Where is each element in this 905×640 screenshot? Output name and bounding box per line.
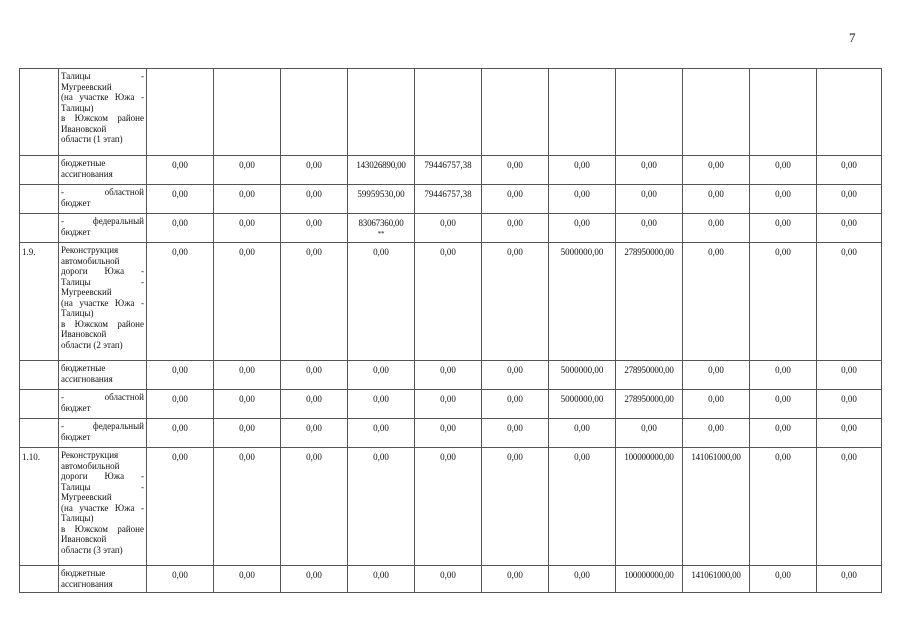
description-word: Южском (74, 318, 108, 329)
amount-cell: 0,00 (549, 156, 616, 185)
description-line: бюджет (61, 226, 91, 237)
description-line (61, 503, 144, 514)
description-word: - (141, 71, 144, 81)
table-row (20, 419, 882, 448)
amount-cell: 0,00 (147, 156, 214, 185)
amount-cell: 0,00 (616, 214, 683, 243)
description-cell (59, 448, 147, 566)
amount-cell: 0,00 (750, 214, 817, 243)
description-line: бюджетные (61, 568, 106, 578)
description-word: Южа (104, 266, 125, 276)
description-line: области (3 этап) (61, 544, 123, 555)
description-word: в (61, 523, 66, 534)
description-word: Талицы (61, 276, 91, 287)
amount-cell: 0,00 (482, 566, 549, 593)
amount-cell: 0,00 (482, 214, 549, 243)
table-row (20, 361, 882, 390)
amount-cell: 0,00 (482, 419, 549, 448)
description-line (61, 392, 144, 403)
amount-cell (482, 69, 549, 156)
description-word: дороги (61, 471, 88, 481)
description-line (61, 298, 144, 309)
amount-cell: 0,00 (147, 419, 214, 448)
amount-cell: 0,00 (147, 243, 214, 361)
amount-cell: 0,00 (415, 419, 482, 448)
amount-cell: 0,00 (683, 419, 750, 448)
description-word: - (61, 187, 64, 197)
description-word: - (141, 276, 144, 287)
amount-cell (348, 214, 415, 243)
description-line (61, 216, 144, 227)
amount-cell: 0,00 (214, 243, 281, 361)
item-number-cell: 1.10. (20, 448, 59, 566)
amount-cell: 0,00 (750, 448, 817, 566)
description-line: бюджет (61, 431, 91, 442)
amount-cell (281, 69, 348, 156)
amount-cell: 0,00 (817, 156, 882, 185)
description-line (61, 187, 144, 198)
description-line: ассигнования (61, 168, 113, 179)
amount-cell: 100000000,00 (616, 566, 683, 593)
amount-cell (683, 69, 750, 156)
description-word: участке (79, 297, 109, 308)
description-line (61, 319, 144, 330)
description-word: участке (79, 92, 109, 102)
description-word: - (141, 481, 144, 492)
amount-cell: 0,00 (147, 214, 214, 243)
description-word: Южа (114, 297, 135, 308)
description-line (61, 92, 144, 103)
amount-cell: 0,00 (750, 419, 817, 448)
description-word: - (61, 216, 64, 226)
amount-cell: 0,00 (750, 566, 817, 593)
item-number-cell (20, 419, 59, 448)
amount-cell: 0,00 (817, 185, 882, 214)
table-row (20, 185, 882, 214)
description-word: дороги (61, 266, 88, 276)
amount-cell (817, 69, 882, 156)
description-line (61, 482, 144, 493)
description-line: Реконструкция (61, 450, 119, 460)
table-row (20, 214, 882, 243)
amount-cell: 0,00 (750, 361, 817, 390)
description-word: - (140, 266, 144, 276)
amount-cell: 79446757,38 (415, 156, 482, 185)
amount-cell: 0,00 (817, 243, 882, 361)
description-word: (на (61, 502, 73, 513)
amount-cell: 0,00 (482, 243, 549, 361)
amount-cell: 0,00 (147, 448, 214, 566)
amount-cell: 0,00 (482, 361, 549, 390)
amount-cell: 0,00 (415, 361, 482, 390)
description-line: области (2 этап) (61, 339, 123, 350)
description-word: федеральный (92, 216, 144, 226)
description-line: бюджет (61, 402, 91, 413)
description-line (61, 524, 144, 535)
footnote-mark: ** (377, 229, 385, 238)
amount-cell: 0,00 (549, 185, 616, 214)
amount-cell: 0,00 (281, 156, 348, 185)
description-line: Ивановской (61, 123, 107, 134)
amount-cell: 0,00 (147, 566, 214, 593)
amount-cell: 0,00 (482, 185, 549, 214)
amount-cell: 141061000,00 (683, 566, 750, 593)
amount-cell: 0,00 (750, 390, 817, 419)
amount-cell: 0,00 (415, 390, 482, 419)
amount-cell: 0,00 (683, 361, 750, 390)
description-word: Талицы (61, 71, 91, 81)
amount-cell: 79446757,38 (415, 185, 482, 214)
description-cell (59, 243, 147, 361)
amount-cell: 0,00 (348, 361, 415, 390)
description-word: Южа (104, 471, 125, 481)
description-word: - (140, 297, 144, 308)
amount-cell: 0,00 (549, 419, 616, 448)
description-cell (59, 214, 147, 243)
amount-cell: 0,00 (415, 448, 482, 566)
amount-cell: 0,00 (750, 243, 817, 361)
amount-cell: 0,00 (281, 419, 348, 448)
description-word: Южском (74, 113, 108, 123)
table-row (20, 566, 882, 593)
description-word: Южа (114, 502, 135, 513)
description-word: - (140, 471, 144, 481)
description-line: Мугреевский (61, 81, 112, 92)
description-line: бюджет (61, 197, 91, 208)
amount-cell: 0,00 (214, 361, 281, 390)
amount-cell: 5000000,00 (549, 361, 616, 390)
budget-table (19, 68, 882, 593)
item-number-cell (20, 390, 59, 419)
amount-cell: 0,00 (415, 566, 482, 593)
amount-cell: 141061000,00 (683, 448, 750, 566)
description-line: Талицы) (61, 513, 94, 523)
amount-cell: 0,00 (281, 185, 348, 214)
amount-cell: 59959530,00 (348, 185, 415, 214)
amount-cell: 0,00 (683, 156, 750, 185)
item-number-cell (20, 69, 59, 156)
amount-cell: 0,00 (817, 448, 882, 566)
description-line: автомобильной (61, 460, 120, 471)
amount-cell: 0,00 (281, 566, 348, 593)
amount-value: 83067360,00 (358, 218, 404, 228)
description-line: бюджетные (61, 363, 106, 373)
description-line: Ивановской (61, 534, 107, 544)
description-cell (59, 390, 147, 419)
item-number-cell (20, 566, 59, 593)
description-line: Ивановской (61, 329, 107, 339)
amount-cell: 0,00 (147, 185, 214, 214)
description-cell (59, 361, 147, 390)
amount-cell: 100000000,00 (616, 448, 683, 566)
description-word: участке (79, 502, 109, 513)
amount-cell: 278950000,00 (616, 390, 683, 419)
description-word: Южа (114, 92, 135, 102)
description-line: ассигнования (61, 578, 113, 589)
amount-cell: 0,00 (616, 419, 683, 448)
amount-cell: 0,00 (281, 243, 348, 361)
amount-cell: 0,00 (482, 390, 549, 419)
description-line (61, 71, 144, 82)
description-word: (на (61, 92, 73, 102)
description-word: - (140, 92, 144, 102)
amount-cell: 0,00 (683, 243, 750, 361)
description-line: Мугреевский (61, 492, 112, 502)
description-line (61, 471, 144, 482)
amount-cell: 0,00 (214, 156, 281, 185)
amount-cell: 278950000,00 (616, 243, 683, 361)
amount-cell: 0,00 (683, 390, 750, 419)
description-line: области (1 этап) (61, 134, 123, 144)
amount-cell: 0,00 (415, 214, 482, 243)
description-line (61, 266, 144, 277)
description-line: автомобильной (61, 255, 120, 266)
amount-cell: 0,00 (214, 566, 281, 593)
amount-cell: 0,00 (348, 419, 415, 448)
description-word: - (140, 502, 144, 513)
description-cell (59, 69, 147, 156)
amount-cell: 0,00 (817, 419, 882, 448)
table-row (20, 243, 882, 361)
description-cell (59, 566, 147, 593)
amount-cell (750, 69, 817, 156)
description-word: Южском (74, 523, 108, 534)
amount-cell: 5000000,00 (549, 390, 616, 419)
amount-cell (549, 69, 616, 156)
amount-cell: 0,00 (281, 214, 348, 243)
description-word: Талицы (61, 481, 91, 492)
description-line (61, 113, 144, 124)
amount-cell: 278950000,00 (616, 361, 683, 390)
amount-cell: 5000000,00 (549, 243, 616, 361)
amount-cell: 0,00 (281, 448, 348, 566)
amount-cell: 0,00 (482, 156, 549, 185)
item-number-cell (20, 185, 59, 214)
description-word: районе (117, 523, 144, 534)
amount-cell: 0,00 (348, 390, 415, 419)
table-body (20, 69, 882, 593)
amount-cell: 0,00 (817, 361, 882, 390)
page-number: 7 (849, 30, 856, 45)
amount-cell: 0,00 (616, 156, 683, 185)
description-word: - (61, 392, 64, 402)
amount-cell: 0,00 (147, 390, 214, 419)
amount-cell: 0,00 (549, 448, 616, 566)
amount-cell: 0,00 (348, 243, 415, 361)
description-word: - (61, 421, 64, 431)
amount-cell (348, 69, 415, 156)
amount-cell: 0,00 (281, 390, 348, 419)
item-number-cell (20, 156, 59, 185)
description-word: в (61, 318, 66, 329)
amount-cell: 0,00 (817, 390, 882, 419)
description-line (61, 421, 144, 432)
table-row (20, 390, 882, 419)
item-number-cell (20, 361, 59, 390)
description-word: в (61, 113, 66, 123)
description-cell (59, 156, 147, 185)
description-word: областной (104, 187, 144, 197)
amount-cell: 0,00 (281, 361, 348, 390)
amount-cell: 0,00 (214, 419, 281, 448)
amount-cell: 0,00 (415, 243, 482, 361)
description-word: районе (117, 318, 144, 329)
description-line: Мугреевский (61, 287, 112, 297)
description-line: Талицы) (61, 102, 94, 113)
amount-cell: 0,00 (817, 214, 882, 243)
description-word: областной (104, 392, 144, 402)
description-cell (59, 185, 147, 214)
amount-cell: 143026890,00 (348, 156, 415, 185)
amount-cell: 0,00 (348, 448, 415, 566)
amount-cell: 0,00 (482, 448, 549, 566)
amount-cell (616, 69, 683, 156)
description-word: (на (61, 297, 73, 308)
amount-cell (415, 69, 482, 156)
description-line: бюджетные (61, 158, 106, 168)
amount-cell: 0,00 (214, 185, 281, 214)
table-row (20, 448, 882, 566)
amount-cell: 0,00 (750, 156, 817, 185)
amount-cell: 0,00 (683, 214, 750, 243)
amount-cell: 0,00 (750, 185, 817, 214)
amount-cell: 0,00 (549, 566, 616, 593)
amount-cell: 0,00 (348, 566, 415, 593)
amount-cell (214, 69, 281, 156)
amount-cell: 0,00 (549, 214, 616, 243)
item-number-cell: 1.9. (20, 243, 59, 361)
amount-cell: 0,00 (683, 185, 750, 214)
description-line: Реконструкция (61, 245, 119, 255)
amount-cell: 0,00 (214, 448, 281, 566)
description-word: федеральный (92, 421, 144, 431)
amount-cell: 0,00 (214, 214, 281, 243)
item-number-cell (20, 214, 59, 243)
description-word: районе (117, 113, 144, 123)
amount-cell: 0,00 (147, 361, 214, 390)
description-line (61, 277, 144, 288)
description-line: ассигнования (61, 373, 113, 384)
amount-cell: 0,00 (817, 566, 882, 593)
amount-cell (147, 69, 214, 156)
table-row (20, 156, 882, 185)
amount-cell: 0,00 (214, 390, 281, 419)
amount-cell: 0,00 (616, 185, 683, 214)
table-row (20, 69, 882, 156)
description-cell (59, 419, 147, 448)
description-line: Талицы) (61, 308, 94, 318)
